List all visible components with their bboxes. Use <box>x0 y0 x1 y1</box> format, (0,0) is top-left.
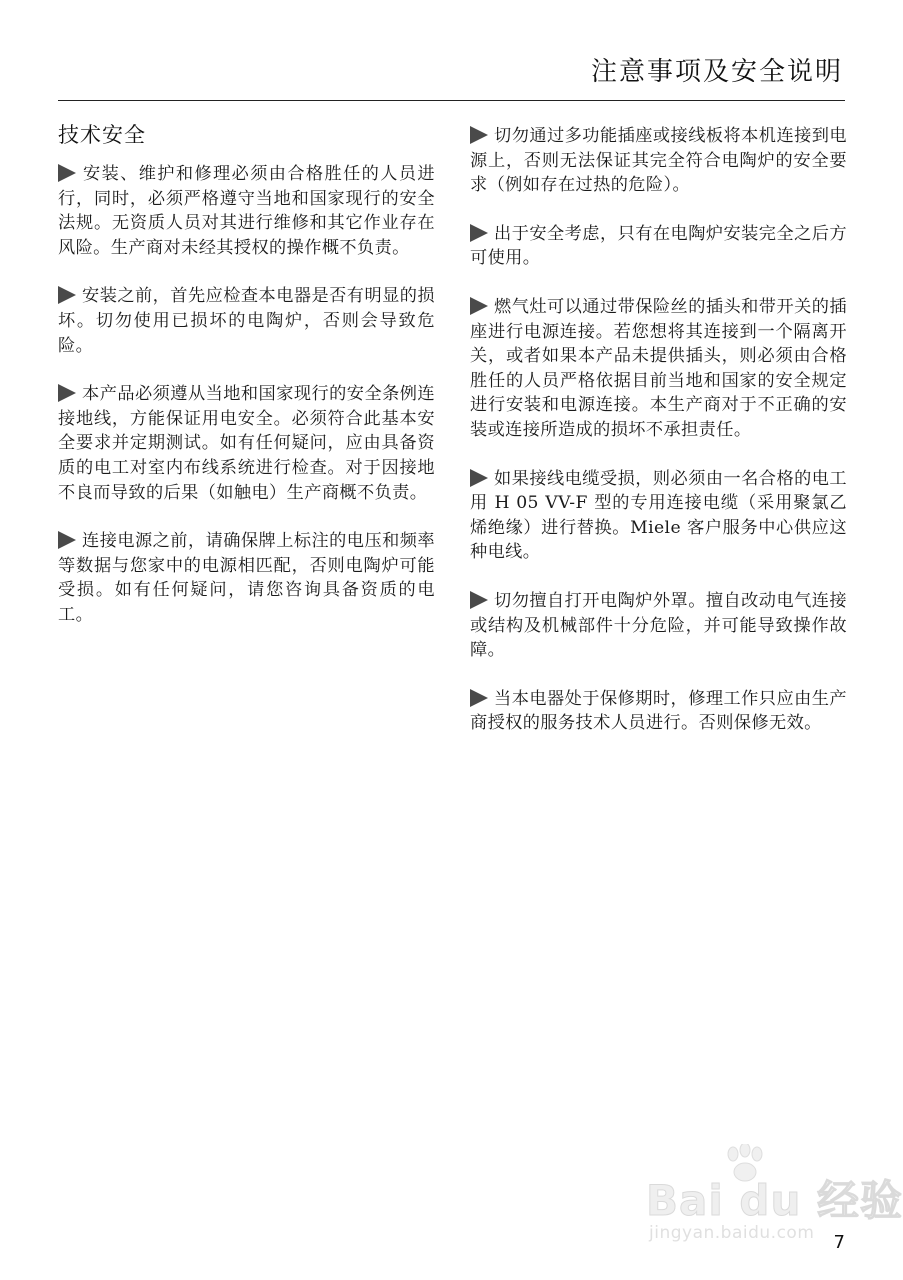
paragraph <box>58 382 435 505</box>
triangle-right-icon <box>470 591 488 609</box>
paragraph-text: 安装、维护和修理必须由合格胜任的人员进行，同时，必须严格遵守当地和国家现行的安全法规。无资质人员对其进行维修和其它作业存在风险。生产商对未经其授权的操作概不负责。 <box>58 164 435 258</box>
triangle-right-icon <box>470 689 488 707</box>
paragraph <box>58 529 435 627</box>
paragraph-text: 安装之前，首先应检查本电器是否有明显的损坏。切勿使用已损坏的电陶炉，否则会导致危险。 <box>58 286 435 356</box>
triangle-right-icon <box>470 224 488 242</box>
paragraph <box>58 284 435 358</box>
triangle-right-icon <box>58 164 76 182</box>
triangle-right-icon <box>470 469 488 487</box>
left-column <box>58 120 435 652</box>
page-header <box>58 40 845 101</box>
watermark-logo-text: Bai du 经验 <box>646 1176 903 1225</box>
paragraph-text: 连接电源之前，请确保牌上标注的电压和频率等数据与您家中的电源相匹配，否则电陶炉可能受损。如有任何疑问，请您咨询具备资质的电工。 <box>58 531 435 625</box>
paragraph <box>470 589 847 663</box>
paragraph <box>58 162 435 260</box>
page-title: 注意事项及安全说明 <box>590 57 843 87</box>
paragraph-text: 切勿擅自打开电陶炉外罩。擅自改动电气连接或结构及机械部件十分危险，并可能导致操作故障。 <box>470 590 847 661</box>
paragraph <box>470 467 847 565</box>
paragraph <box>470 222 847 271</box>
right-column <box>470 124 847 760</box>
triangle-right-icon <box>58 531 76 549</box>
paragraph-text: 燃气灶可以通过带保险丝的插头和带开关的插座进行电源连接。若您想将其连接到一个隔离开关，或者如果本产品未提供插头，则必须由合格胜任的人员严格依据目前当地和国家的安全规定进行安装和电源连接。本生产商对于不正确的安装或连接所造成的损坏不承担责任。 <box>470 296 847 440</box>
paragraph <box>470 124 847 198</box>
paragraph-text: 切勿通过多功能插座或接线板将本机连接到电源上，否则无法保证其完全符合电陶炉的安全要求（例如存在过热的危险）。 <box>470 126 847 196</box>
page-number: 7 <box>833 1232 845 1253</box>
paragraph-text: 如果接线电缆受损，则必须由一名合格的电工用 H 05 VV-F 型的专用连接电缆（采用聚氯乙烯绝缘）进行替换。Miele 客户服务中心供应这种电线。 <box>470 468 847 563</box>
section-title: 技术安全 <box>58 123 146 147</box>
watermark-url: jingyan.baidu.com <box>649 1223 815 1243</box>
paragraph-text: 出于安全考虑，只有在电陶炉安装完全之后方可使用。 <box>470 223 847 269</box>
triangle-right-icon <box>58 286 76 304</box>
paragraph <box>470 687 847 736</box>
triangle-right-icon <box>470 126 488 144</box>
paragraph <box>470 295 847 443</box>
paragraph-text: 本产品必须遵从当地和国家现行的安全条例连接地线，方能保证用电安全。必须符合此基本安全要求并定期测试。如有任何疑问，应由具备资质的电工对室内布线系统进行检查。对于因接地不良而导致的后果（如触电）生产商概不负责。 <box>58 384 435 503</box>
triangle-right-icon <box>58 384 76 402</box>
paragraph-text: 当本电器处于保修期时，修理工作只应由生产商授权的服务技术人员进行。否则保修无效。 <box>470 688 847 734</box>
triangle-right-icon <box>470 297 488 315</box>
